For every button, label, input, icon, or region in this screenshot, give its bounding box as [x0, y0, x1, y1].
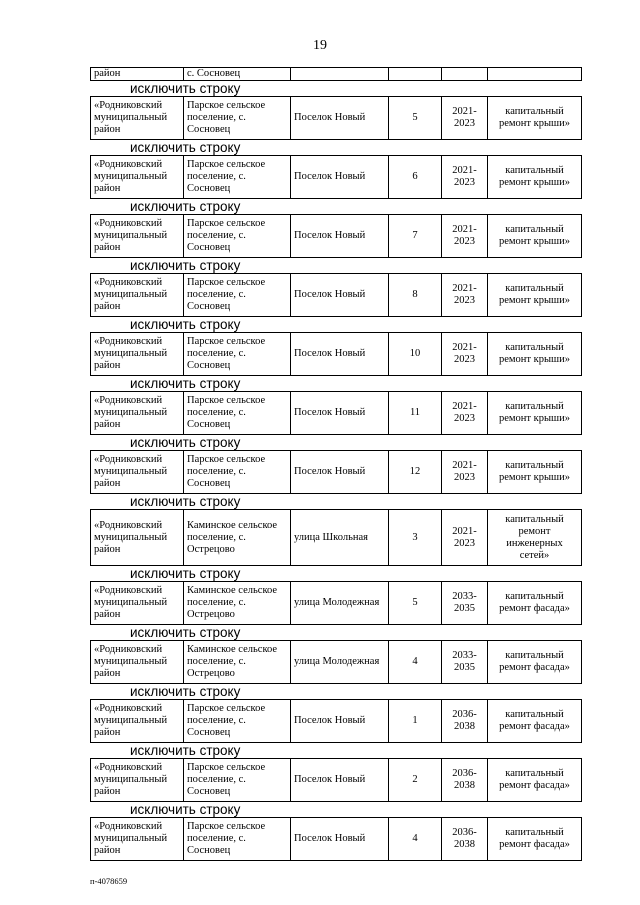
house-number-cell: 1 [389, 700, 442, 743]
work-type-cell: капитальный ремонт крыши» [488, 333, 582, 376]
years-cell: 2033-2035 [442, 641, 488, 684]
house-number-cell: 8 [389, 274, 442, 317]
exclude-row-label: исключить строку [130, 566, 241, 581]
settlement-cell: Парское сельское поселение, с. Сосновец [184, 97, 291, 140]
table-row [90, 817, 582, 861]
district-cell: «Родниковский муниципальный район [91, 215, 184, 258]
years-cell: 2021-2023 [442, 274, 488, 317]
years-cell: 2036-2038 [442, 759, 488, 802]
district-cell: «Родниковский муниципальный район [91, 392, 184, 435]
street-cell [291, 68, 389, 81]
street-cell: Поселок Новый [291, 700, 389, 743]
years-cell [442, 68, 488, 81]
work-type-cell: капитальный ремонт инженерных сетей» [488, 510, 582, 566]
street-cell: Поселок Новый [291, 156, 389, 199]
continued-table-row [90, 67, 582, 81]
settlement-cell: Каминское сельское поселение, с. Острецово [184, 582, 291, 625]
years-cell: 2021-2023 [442, 451, 488, 494]
house-number-cell: 2 [389, 759, 442, 802]
street-cell: Поселок Новый [291, 274, 389, 317]
table-row [90, 509, 582, 566]
house-number-cell: 3 [389, 510, 442, 566]
district-cell: «Родниковский муниципальный район [91, 510, 184, 566]
table-row [90, 332, 582, 376]
exclude-row-label: исключить строку [130, 494, 241, 509]
years-cell: 2021-2023 [442, 333, 488, 376]
document-content [90, 67, 581, 861]
rows-container [90, 81, 581, 861]
work-type-cell: капитальный ремонт фасада» [488, 759, 582, 802]
document-code: п-4078659 [90, 876, 128, 886]
table-row [90, 155, 582, 199]
house-number-cell: 12 [389, 451, 442, 494]
district-cell: «Родниковский муниципальный район [91, 582, 184, 625]
settlement-cell: Парское сельское поселение, с. Сосновец [184, 759, 291, 802]
house-number-cell: 11 [389, 392, 442, 435]
house-number-cell: 6 [389, 156, 442, 199]
years-cell: 2033-2035 [442, 582, 488, 625]
district-cell: «Родниковский муниципальный район [91, 641, 184, 684]
district-cell: «Родниковский муниципальный район [91, 156, 184, 199]
settlement-cell: Парское сельское поселение, с. Сосновец [184, 818, 291, 861]
settlement-cell: Парское сельское поселение, с. Сосновец [184, 700, 291, 743]
street-cell: Поселок Новый [291, 215, 389, 258]
house-number-cell: 7 [389, 215, 442, 258]
exclude-row-label: исключить строку [130, 140, 241, 155]
house-number-cell: 10 [389, 333, 442, 376]
work-type-cell [488, 68, 582, 81]
years-cell: 2021-2023 [442, 510, 488, 566]
work-type-cell: капитальный ремонт крыши» [488, 97, 582, 140]
exclude-row-label: исключить строку [130, 684, 241, 699]
years-cell: 2021-2023 [442, 215, 488, 258]
street-cell: Поселок Новый [291, 333, 389, 376]
table-row [90, 96, 582, 140]
exclude-row-label: исключить строку [130, 258, 241, 273]
years-cell: 2021-2023 [442, 97, 488, 140]
exclude-row-label: исключить строку [130, 317, 241, 332]
table-row [90, 214, 582, 258]
work-type-cell: капитальный ремонт фасада» [488, 641, 582, 684]
work-type-cell: капитальный ремонт крыши» [488, 451, 582, 494]
work-type-cell: капитальный ремонт крыши» [488, 156, 582, 199]
exclude-row-label: исключить строку [130, 199, 241, 214]
work-type-cell: капитальный ремонт фасада» [488, 818, 582, 861]
page-number: 19 [313, 38, 327, 53]
years-cell: 2021-2023 [442, 156, 488, 199]
settlement-cell: Каминское сельское поселение, с. Острецово [184, 641, 291, 684]
street-cell: Поселок Новый [291, 97, 389, 140]
house-number-cell: 4 [389, 818, 442, 861]
work-type-cell: капитальный ремонт фасада» [488, 700, 582, 743]
table-row [90, 391, 582, 435]
settlement-cell: Парское сельское поселение, с. Сосновец [184, 215, 291, 258]
district-cell: «Родниковский муниципальный район [91, 333, 184, 376]
settlement-cell: Каминское сельское поселение, с. Острецово [184, 510, 291, 566]
house-number-cell: 4 [389, 641, 442, 684]
street-cell: Поселок Новый [291, 759, 389, 802]
settlement-cell: Парское сельское поселение, с. Сосновец [184, 392, 291, 435]
district-cell: «Родниковский муниципальный район [91, 818, 184, 861]
exclude-row-label: исключить строку [130, 376, 241, 391]
district-cell: «Родниковский муниципальный район [91, 97, 184, 140]
street-cell: улица Молодежная [291, 641, 389, 684]
house-number-cell [389, 68, 442, 81]
district-cell: «Родниковский муниципальный район [91, 274, 184, 317]
work-type-cell: капитальный ремонт фасада» [488, 582, 582, 625]
district-cell: «Родниковский муниципальный район [91, 700, 184, 743]
district-cell: «Родниковский муниципальный район [91, 759, 184, 802]
settlement-cell: Парское сельское поселение, с. Сосновец [184, 274, 291, 317]
years-cell: 2036-2038 [442, 818, 488, 861]
settlement-cell: Парское сельское поселение, с. Сосновец [184, 333, 291, 376]
settlement-cell: с. Сосновец [184, 68, 291, 81]
exclude-row-label: исключить строку [130, 435, 241, 450]
settlement-cell: Парское сельское поселение, с. Сосновец [184, 451, 291, 494]
exclude-row-label: исключить строку [130, 81, 241, 96]
house-number-cell: 5 [389, 582, 442, 625]
years-cell: 2036-2038 [442, 700, 488, 743]
table-row [90, 758, 582, 802]
years-cell: 2021-2023 [442, 392, 488, 435]
district-cell: «Родниковский муниципальный район [91, 451, 184, 494]
work-type-cell: капитальный ремонт крыши» [488, 274, 582, 317]
work-type-cell: капитальный ремонт крыши» [488, 215, 582, 258]
exclude-row-label: исключить строку [130, 802, 241, 817]
street-cell: Поселок Новый [291, 451, 389, 494]
settlement-cell: Парское сельское поселение, с. Сосновец [184, 156, 291, 199]
street-cell: Поселок Новый [291, 818, 389, 861]
exclude-row-label: исключить строку [130, 625, 241, 640]
table-row [90, 640, 582, 684]
table-row [90, 273, 582, 317]
exclude-row-label: исключить строку [130, 743, 241, 758]
street-cell: Поселок Новый [291, 392, 389, 435]
table-row [90, 699, 582, 743]
street-cell: улица Молодежная [291, 582, 389, 625]
work-type-cell: капитальный ремонт крыши» [488, 392, 582, 435]
table-row [90, 450, 582, 494]
district-cell: район [91, 68, 184, 81]
house-number-cell: 5 [389, 97, 442, 140]
table-row [90, 581, 582, 625]
street-cell: улица Школьная [291, 510, 389, 566]
